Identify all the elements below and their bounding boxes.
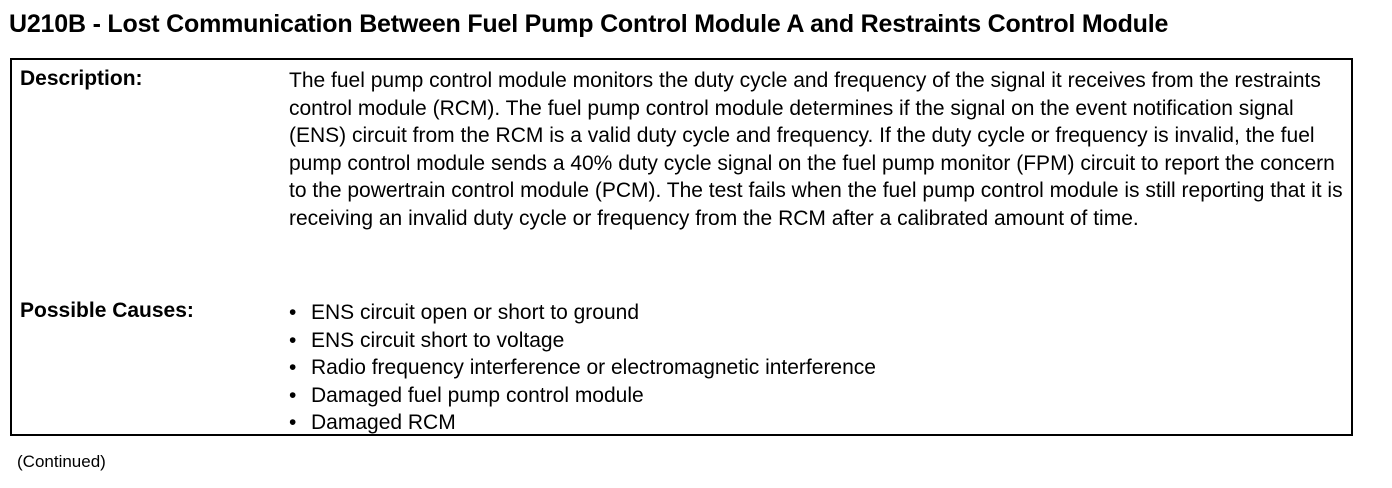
page-title: U210B - Lost Communication Between Fuel Pump Control Module A and Restraints Control Module [9, 10, 1169, 38]
description-label: Description: [20, 67, 143, 90]
cause-item: • ENS circuit short to voltage [289, 327, 1349, 355]
dtc-info-table [10, 58, 1353, 436]
cause-item: • ENS circuit open or short to ground [289, 299, 1349, 327]
possible-causes-content [289, 299, 1349, 437]
description-content [289, 67, 1349, 232]
continued-note: (Continued) [17, 452, 106, 471]
cause-item: • Radio frequency interference or electromagnetic interference [289, 354, 1349, 382]
possible-causes-label: Possible Causes: [20, 299, 194, 322]
description-text: The fuel pump control module monitors the duty cycle and frequency of the signal it receives from the restraints control module (RCM). The fuel pump control module determines if the signal on the event notification signal (ENS) circuit from the RCM is a valid duty cycle and frequency. If the duty cycle or frequency is invalid, the fuel pump control module sends a 40% duty cycle signal on the fuel pump monitor (FPM) circuit to report the concern to the powertrain control module (PCM). The test fails when the fuel pump control module is still reporting that it is receiving an invalid duty cycle or frequency from the RCM after a calibrated amount of time. [289, 69, 1343, 230]
possible-causes-list [289, 299, 1349, 437]
cause-item: • Damaged fuel pump control module [289, 382, 1349, 410]
cause-item: • Damaged RCM [289, 409, 1349, 437]
